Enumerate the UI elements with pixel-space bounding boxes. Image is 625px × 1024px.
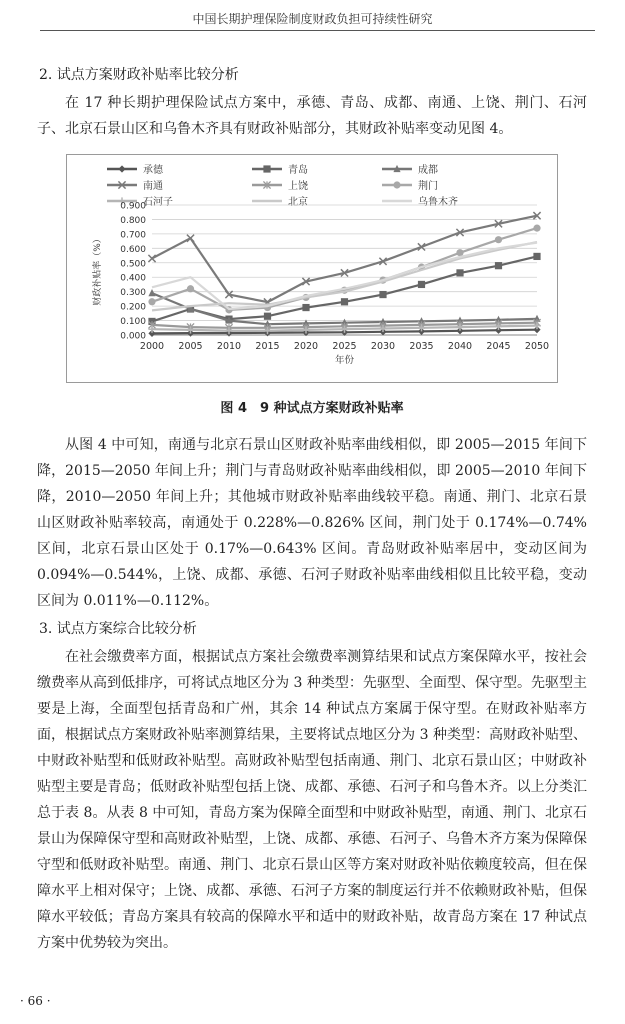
y-tick-label-10: 0.900 <box>120 201 146 212</box>
section-heading-2: 2. 试点方案财政补贴率比较分析 <box>39 67 239 83</box>
series-6-point-9 <box>456 249 463 256</box>
page-body <box>37 62 587 956</box>
y-tick-label-8: 0.700 <box>120 230 146 241</box>
analysis-paragraph-2: 在社会缴费率方面，根据试点方案社会缴费率测算结果和试点方案保障水平，按社会缴费率从高到低排序，可将试点地区分为 3 种类型：先驱型、全面型、保守型。先驱型主要是上海，全面型包括青岛和广州，其余 14 种试点方案属于保守型。在财政补贴率方面，根据试点方案财政补贴率测算结果，主要将试点地区分为 3 种类型：高财政补贴型、中财政补贴型和低财政补贴型。高财政补贴型包括南通、荆门、北京石景山区；中财政补贴型主要是青岛；低财政补贴型包括上饶、成都、承德、石河子和乌鲁木齐。以上分类汇总于表 8。从表 8 中可知，青岛方案为保障全面型和中财政补贴型，南通、荆门、北京石景山为保障保守型和高财政补贴型，上饶、成都、承德、石河子、乌鲁木齐方案为保障保守型和低财政补贴型。南通、荆门、北京石景山区等方案对财政补贴依赖度较高，但在保障水平上相对保守；上饶、成都、承德、石河子方案的制度运行并不依赖财政补贴，但保障水平较低；青岛方案具有较高的保障水平和适中的财政补贴，故青岛方案在 17 种试点方案中优势较为突出。 <box>37 649 587 951</box>
x-tick-label-1: 2000 <box>139 341 165 352</box>
analysis-paragraph-1: 从图 4 中可知，南通与北京石景山区财政补贴率曲线相似，即 2005—2015 年间下降，2015—2050 年间上升；荆门与青岛财政补贴率曲线相似，即 2005—2010 年间下降，2010—2050 年间上升；其他城市财政补贴率曲线较平稳。南通、荆门、北京石景山区财政补贴率较高，南通处于 0.228%—0.826% 区间，荆门处于 0.174%—0.74% 区间，北京石景山区处于 0.17%—0.643% 区间。青岛财政补贴率居中，变动区间为 0.094%—0.544%，上饶、成都、承德、石河子财政补贴率曲线相似且比较平稳，变动区间为 0.011%—0.112%。 <box>37 437 587 609</box>
y-tick-label-2: 0.100 <box>120 317 146 328</box>
section-heading-3: 3. 试点方案综合比较分析 <box>39 621 197 637</box>
series-3-point-1 <box>148 289 155 296</box>
series-2-point-5 <box>302 304 309 311</box>
x-tick-label-2: 2005 <box>178 341 203 352</box>
series-4-point-1 <box>148 255 155 262</box>
legend-marker-6 <box>393 181 400 188</box>
x-tick-label-3: 2010 <box>216 341 242 352</box>
running-header: 中国长期护理保险制度财政负担可持续性研究 <box>192 12 433 26</box>
y-tick-label-1: 0.000 <box>120 331 146 342</box>
series-2-point-7 <box>379 291 386 298</box>
x-tick-label-9: 2040 <box>447 341 473 352</box>
series-2-point-6 <box>341 298 348 305</box>
series-6-point-1 <box>148 298 155 305</box>
legend-label-2: 青岛 <box>288 165 308 176</box>
y-tick-label-9: 0.800 <box>120 215 146 226</box>
x-tick-label-5: 2020 <box>293 341 319 352</box>
legend-label-4: 南通 <box>143 181 163 192</box>
y-tick-label-4: 0.300 <box>120 288 146 299</box>
series-6-point-10 <box>495 236 502 243</box>
page-number: · 66 · <box>20 994 51 1008</box>
y-tick-label-7: 0.600 <box>120 244 146 255</box>
x-tick-label-4: 2015 <box>255 341 280 352</box>
y-tick-label-5: 0.400 <box>120 273 146 284</box>
figure-4-chart <box>66 154 558 383</box>
x-axis-title: 年份 <box>334 355 355 366</box>
x-tick-label-11: 2050 <box>524 341 550 352</box>
series-2-point-11 <box>533 253 540 260</box>
series-6-point-2 <box>187 285 194 292</box>
series-4-point-2 <box>187 235 194 242</box>
figure-caption: 图 4 9 种试点方案财政补贴率 <box>220 401 404 416</box>
legend-marker-2 <box>263 165 270 172</box>
x-tick-label-10: 2045 <box>486 341 511 352</box>
x-tick-label-7: 2030 <box>370 341 396 352</box>
legend-label-9: 乌鲁木齐 <box>418 197 458 208</box>
line-chart-svg <box>67 155 557 382</box>
legend-label-3: 成都 <box>418 165 438 176</box>
legend-label-8: 北京 <box>288 197 308 208</box>
series-6-point-11 <box>533 225 540 232</box>
series-2-point-9 <box>456 269 463 276</box>
legend-marker-1 <box>118 165 125 172</box>
series-2-point-10 <box>495 262 502 269</box>
y-tick-label-3: 0.200 <box>120 302 146 313</box>
legend-label-6: 荆门 <box>418 181 438 192</box>
x-tick-label-8: 2035 <box>409 341 434 352</box>
header-rule <box>40 30 595 31</box>
x-tick-label-6: 2025 <box>332 341 357 352</box>
y-tick-label-6: 0.500 <box>120 259 146 270</box>
legend-label-5: 上饶 <box>288 181 308 192</box>
legend-label-7: 石河子 <box>143 197 173 208</box>
series-2-point-4 <box>264 313 271 320</box>
section-intro-paragraph: 在 17 种长期护理保险试点方案中，承德、青岛、成都、南通、上饶、荆门、石河子、北京石景山区和乌鲁木齐具有财政补贴部分，其财政补贴率变动见图 4。 <box>37 95 587 137</box>
legend-label-1: 承德 <box>143 165 163 176</box>
series-2-point-8 <box>418 281 425 288</box>
y-axis-title: 财政补贴率（%） <box>93 234 103 306</box>
